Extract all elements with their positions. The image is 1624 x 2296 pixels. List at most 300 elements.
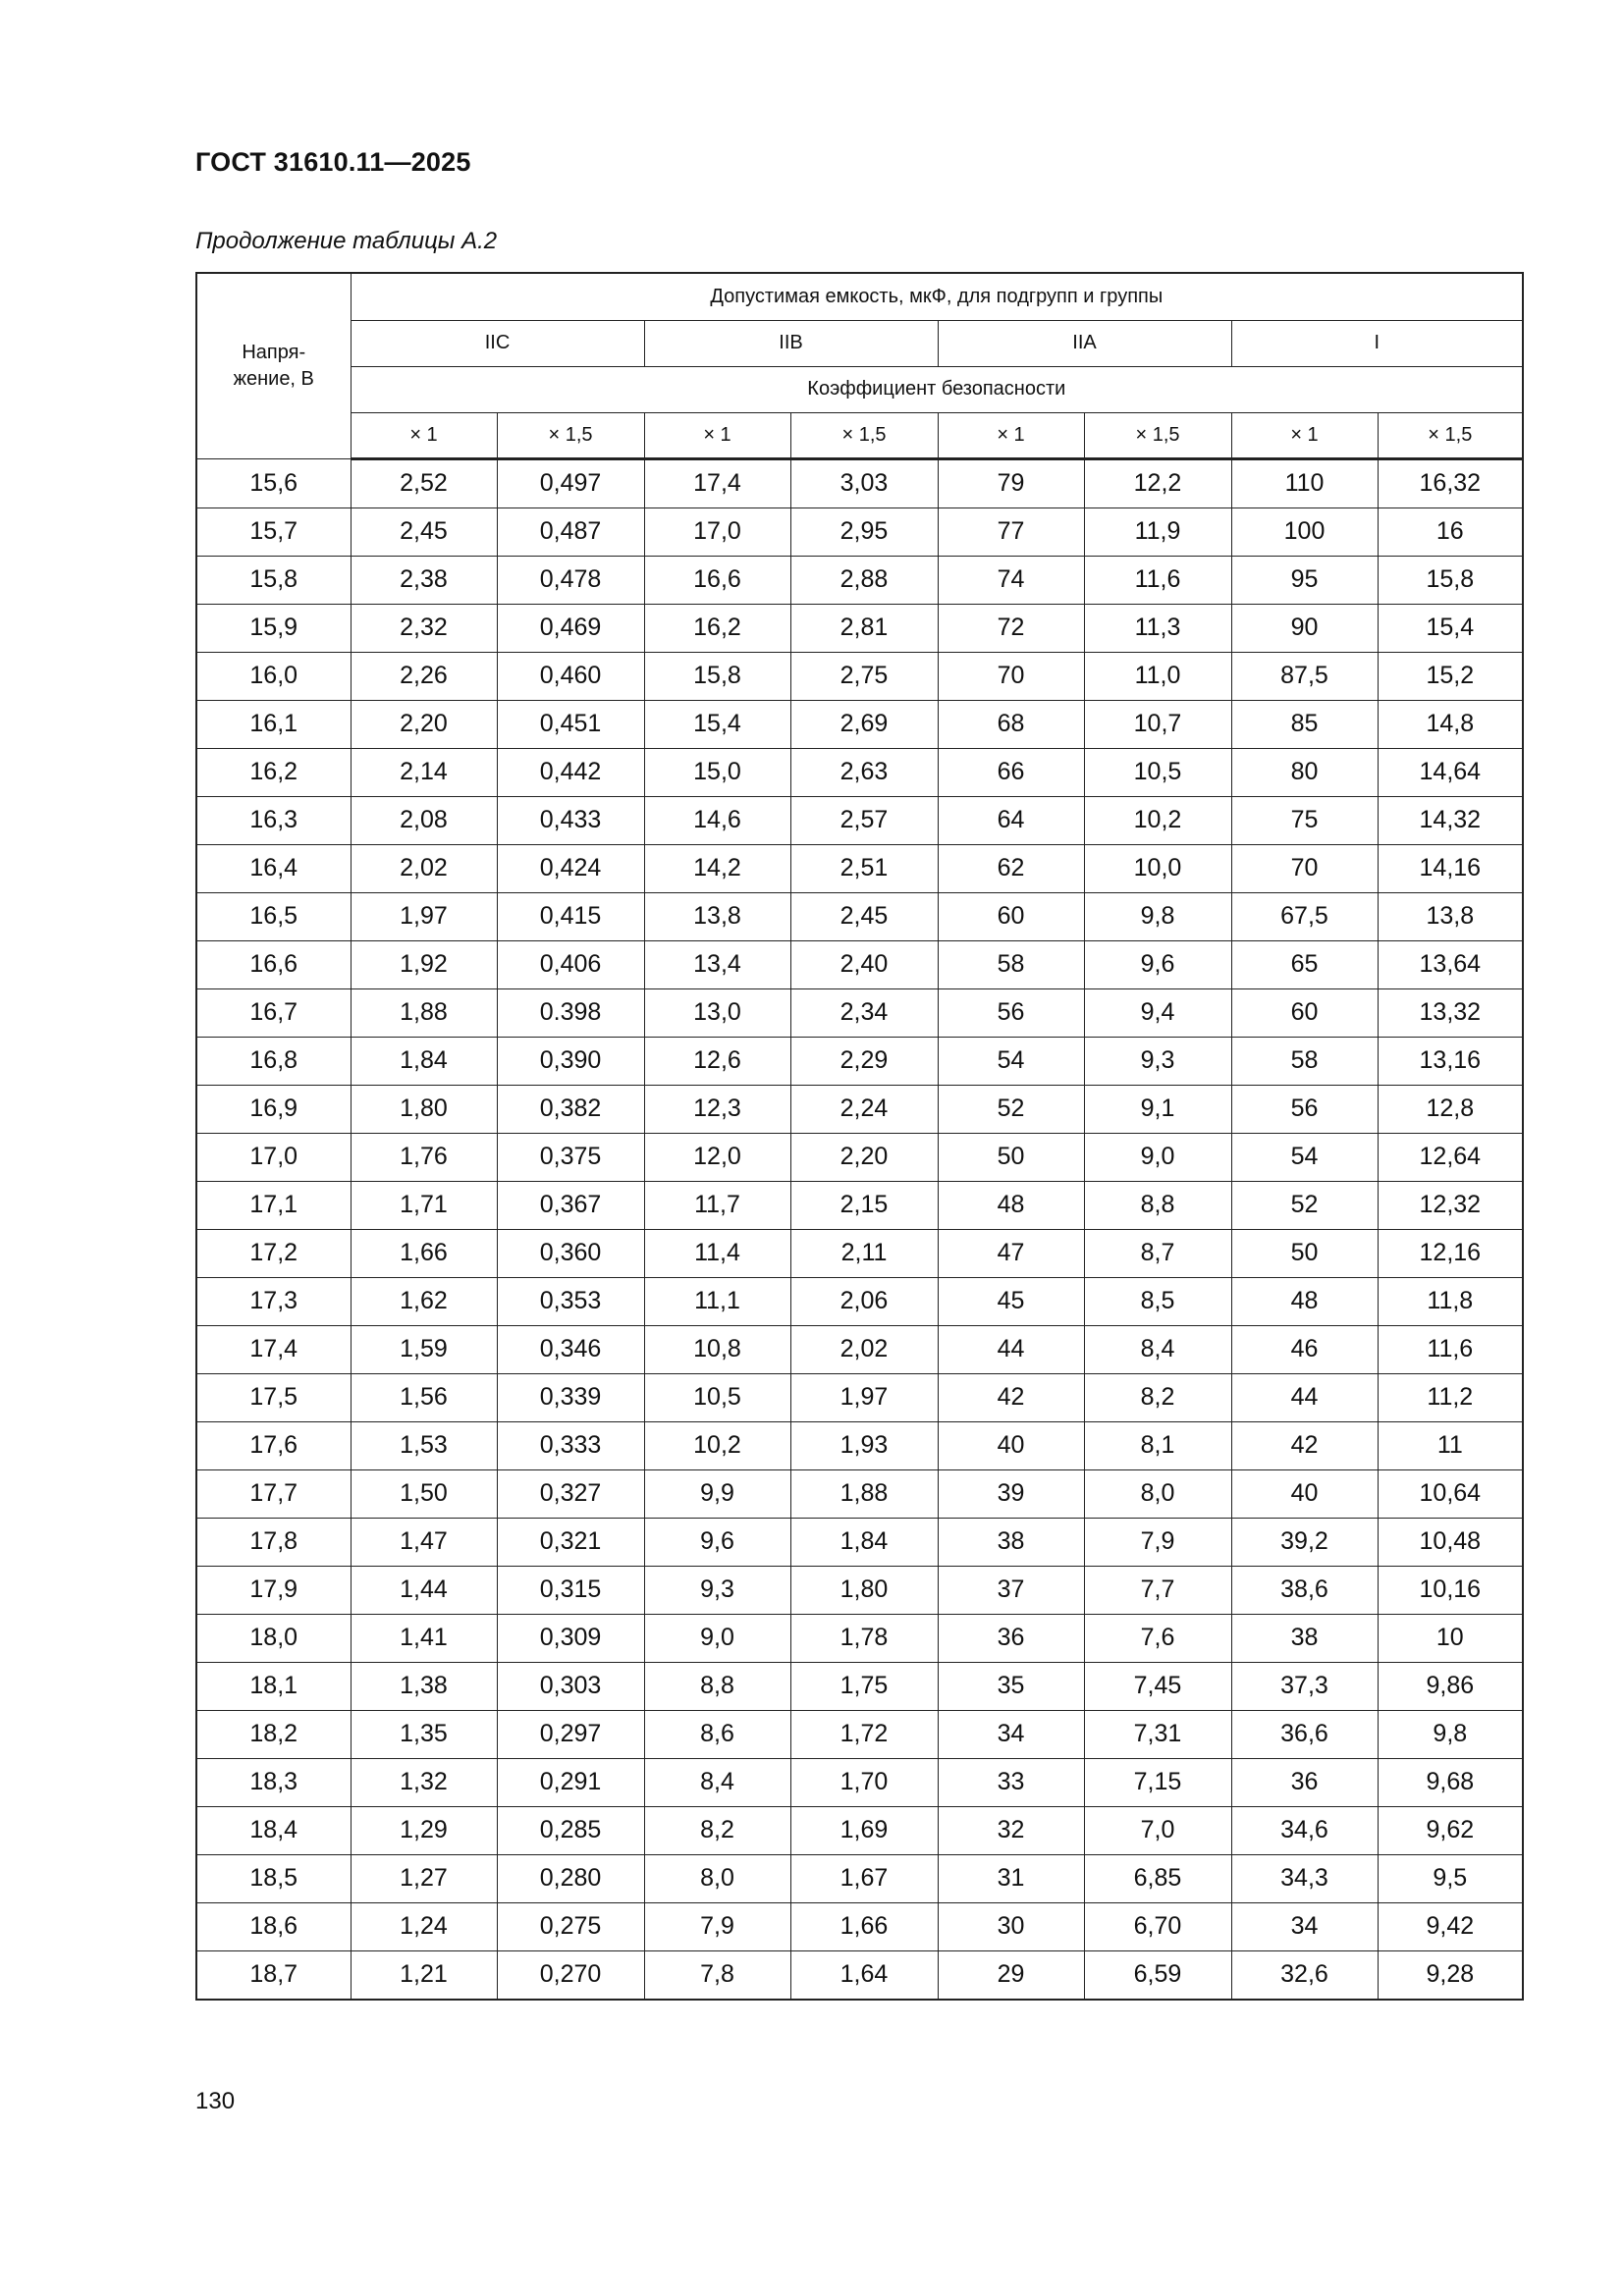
capacitance-cell: 10,16 — [1378, 1566, 1523, 1614]
capacitance-cell: 8,2 — [644, 1806, 790, 1854]
capacitance-cell: 1,72 — [790, 1710, 938, 1758]
capacitance-cell: 9,6 — [1084, 940, 1231, 988]
capacitance-cell: 11,3 — [1084, 604, 1231, 652]
capacitance-cell: 2,40 — [790, 940, 938, 988]
capacitance-cell: 12,64 — [1378, 1133, 1523, 1181]
capacitance-cell: 31 — [938, 1854, 1084, 1902]
capacitance-cell: 2,51 — [790, 844, 938, 892]
capacitance-cell: 48 — [938, 1181, 1084, 1229]
capacitance-cell: 0,424 — [497, 844, 644, 892]
capacitance-cell: 14,6 — [644, 796, 790, 844]
voltage-cell: 17,8 — [196, 1518, 351, 1566]
capacitance-cell: 0,275 — [497, 1902, 644, 1950]
capacitance-cell: 0,333 — [497, 1421, 644, 1469]
capacitance-cell: 8,8 — [1084, 1181, 1231, 1229]
capacitance-cell: 7,15 — [1084, 1758, 1231, 1806]
capacitance-cell: 2,11 — [790, 1229, 938, 1277]
document-header: ГОСТ 31610.11—2025 — [195, 147, 471, 177]
voltage-cell: 17,2 — [196, 1229, 351, 1277]
capacitance-cell: 2,08 — [351, 796, 497, 844]
capacitance-cell: 29 — [938, 1950, 1084, 2000]
capacitance-cell: 9,8 — [1378, 1710, 1523, 1758]
table-row — [196, 1085, 1523, 1133]
capacitance-cell: 13,8 — [644, 892, 790, 940]
capacitance-cell: 40 — [1231, 1469, 1378, 1518]
coefficient-row — [196, 412, 1523, 458]
table-row — [196, 1229, 1523, 1277]
capacitance-cell: 1,67 — [790, 1854, 938, 1902]
table-row — [196, 1806, 1523, 1854]
coefficient-cell: × 1 — [938, 412, 1084, 458]
capacitance-cell: 15,8 — [1378, 556, 1523, 604]
capacitance-cell: 87,5 — [1231, 652, 1378, 700]
capacitance-cell: 16,32 — [1378, 458, 1523, 507]
capacitance-cell: 35 — [938, 1662, 1084, 1710]
page-number: 130 — [195, 2088, 236, 2114]
capacitance-cell: 1,76 — [351, 1133, 497, 1181]
capacitance-cell: 16 — [1378, 507, 1523, 556]
capacitance-cell: 40 — [938, 1421, 1084, 1469]
capacitance-cell: 44 — [938, 1325, 1084, 1373]
table-row — [196, 1854, 1523, 1902]
voltage-cell: 17,6 — [196, 1421, 351, 1469]
table-body — [196, 458, 1523, 2000]
capacitance-cell: 13,0 — [644, 988, 790, 1037]
capacitance-cell: 15,4 — [1378, 604, 1523, 652]
capacitance-cell: 9,6 — [644, 1518, 790, 1566]
capacitance-cell: 0,375 — [497, 1133, 644, 1181]
capacitance-cell: 58 — [1231, 1037, 1378, 1085]
table-row — [196, 1181, 1523, 1229]
capacitance-cell: 15,0 — [644, 748, 790, 796]
capacitance-cell: 70 — [1231, 844, 1378, 892]
capacitance-cell: 13,32 — [1378, 988, 1523, 1037]
capacitance-cell: 34,3 — [1231, 1854, 1378, 1902]
voltage-cell: 17,1 — [196, 1181, 351, 1229]
capacitance-cell: 14,32 — [1378, 796, 1523, 844]
capacitance-cell: 10,2 — [1084, 796, 1231, 844]
capacitance-cell: 85 — [1231, 700, 1378, 748]
capacitance-cell: 2,45 — [790, 892, 938, 940]
voltage-cell: 18,2 — [196, 1710, 351, 1758]
table-row — [196, 556, 1523, 604]
capacitance-cell: 54 — [938, 1037, 1084, 1085]
capacitance-cell: 1,97 — [351, 892, 497, 940]
capacitance-cell: 10,0 — [1084, 844, 1231, 892]
capacitance-cell: 10,8 — [644, 1325, 790, 1373]
capacitance-cell: 0,478 — [497, 556, 644, 604]
voltage-cell: 16,1 — [196, 700, 351, 748]
capacitance-cell: 1,69 — [790, 1806, 938, 1854]
coefficient-cell: × 1,5 — [497, 412, 644, 458]
capacitance-header: Допустимая емкость, мкФ, для подгрупп и группы — [351, 273, 1523, 320]
capacitance-cell: 0,442 — [497, 748, 644, 796]
capacitance-cell: 0,382 — [497, 1085, 644, 1133]
capacitance-cell: 13,16 — [1378, 1037, 1523, 1085]
capacitance-cell: 0,433 — [497, 796, 644, 844]
voltage-cell: 15,8 — [196, 556, 351, 604]
capacitance-cell: 100 — [1231, 507, 1378, 556]
capacitance-cell: 60 — [938, 892, 1084, 940]
capacitance-cell: 0,291 — [497, 1758, 644, 1806]
voltage-cell: 15,7 — [196, 507, 351, 556]
capacitance-cell: 2,88 — [790, 556, 938, 604]
capacitance-cell: 14,8 — [1378, 700, 1523, 748]
voltage-cell: 16,8 — [196, 1037, 351, 1085]
group-header-i: I — [1231, 320, 1523, 366]
capacitance-cell: 1,75 — [790, 1662, 938, 1710]
capacitance-cell: 1,27 — [351, 1854, 497, 1902]
capacitance-cell: 0,390 — [497, 1037, 644, 1085]
capacitance-cell: 79 — [938, 458, 1084, 507]
voltage-cell: 17,7 — [196, 1469, 351, 1518]
table-caption: Продолжение таблицы А.2 — [195, 228, 498, 254]
capacitance-cell: 11,0 — [1084, 652, 1231, 700]
capacitance-cell: 14,16 — [1378, 844, 1523, 892]
capacitance-cell: 36 — [938, 1614, 1084, 1662]
capacitance-cell: 47 — [938, 1229, 1084, 1277]
capacitance-cell: 1,71 — [351, 1181, 497, 1229]
capacitance-cell: 13,4 — [644, 940, 790, 988]
capacitance-cell: 11,8 — [1378, 1277, 1523, 1325]
capacitance-cell: 36,6 — [1231, 1710, 1378, 1758]
capacitance-cell: 16,2 — [644, 604, 790, 652]
capacitance-cell: 68 — [938, 700, 1084, 748]
capacitance-cell: 0,406 — [497, 940, 644, 988]
capacitance-cell: 2,20 — [351, 700, 497, 748]
capacitance-cell: 48 — [1231, 1277, 1378, 1325]
capacitance-cell: 75 — [1231, 796, 1378, 844]
capacitance-cell: 8,0 — [644, 1854, 790, 1902]
capacitance-cell: 8,8 — [644, 1662, 790, 1710]
table-row — [196, 458, 1523, 507]
capacitance-cell: 1,80 — [351, 1085, 497, 1133]
capacitance-cell: 8,1 — [1084, 1421, 1231, 1469]
voltage-cell: 17,4 — [196, 1325, 351, 1373]
capacitance-cell: 15,4 — [644, 700, 790, 748]
capacitance-cell: 6,59 — [1084, 1950, 1231, 2000]
voltage-cell: 16,7 — [196, 988, 351, 1037]
capacitance-cell: 15,2 — [1378, 652, 1523, 700]
table-row — [196, 988, 1523, 1037]
voltage-cell: 18,1 — [196, 1662, 351, 1710]
capacitance-cell: 0,315 — [497, 1566, 644, 1614]
table-row — [196, 1373, 1523, 1421]
capacitance-cell: 7,0 — [1084, 1806, 1231, 1854]
capacitance-cell: 2,95 — [790, 507, 938, 556]
capacitance-cell: 64 — [938, 796, 1084, 844]
table-row — [196, 1518, 1523, 1566]
capacitance-cell: 9,8 — [1084, 892, 1231, 940]
capacitance-cell: 0,280 — [497, 1854, 644, 1902]
capacitance-cell: 1,56 — [351, 1373, 497, 1421]
capacitance-cell: 13,64 — [1378, 940, 1523, 988]
voltage-cell: 18,7 — [196, 1950, 351, 2000]
capacitance-cell: 0,497 — [497, 458, 644, 507]
capacitance-cell: 32 — [938, 1806, 1084, 1854]
capacitance-cell: 30 — [938, 1902, 1084, 1950]
capacitance-cell: 1,88 — [790, 1469, 938, 1518]
capacitance-cell: 10,64 — [1378, 1469, 1523, 1518]
capacitance-cell: 0,327 — [497, 1469, 644, 1518]
table-row — [196, 1758, 1523, 1806]
capacitance-cell: 38,6 — [1231, 1566, 1378, 1614]
capacitance-cell: 37,3 — [1231, 1662, 1378, 1710]
capacitance-cell: 0,309 — [497, 1614, 644, 1662]
table-row — [196, 1325, 1523, 1373]
voltage-cell: 17,5 — [196, 1373, 351, 1421]
table-row — [196, 1469, 1523, 1518]
capacitance-cell: 80 — [1231, 748, 1378, 796]
voltage-header-text: Напря- жение, В — [233, 341, 314, 390]
table-row — [196, 1037, 1523, 1085]
capacitance-cell: 12,0 — [644, 1133, 790, 1181]
capacitance-cell: 10,5 — [644, 1373, 790, 1421]
capacitance-cell: 1,38 — [351, 1662, 497, 1710]
capacitance-cell: 1,44 — [351, 1566, 497, 1614]
capacitance-cell: 1,78 — [790, 1614, 938, 1662]
capacitance-cell: 0,360 — [497, 1229, 644, 1277]
capacitance-cell: 1,64 — [790, 1950, 938, 2000]
capacitance-cell: 10,2 — [644, 1421, 790, 1469]
coefficient-cell: × 1,5 — [1084, 412, 1231, 458]
capacitance-cell: 9,42 — [1378, 1902, 1523, 1950]
capacitance-cell: 1,24 — [351, 1902, 497, 1950]
voltage-cell: 16,3 — [196, 796, 351, 844]
capacitance-cell: 34,6 — [1231, 1806, 1378, 1854]
capacitance-cell: 8,0 — [1084, 1469, 1231, 1518]
capacitance-cell: 0,460 — [497, 652, 644, 700]
capacitance-cell: 6,85 — [1084, 1854, 1231, 1902]
voltage-column-header — [196, 273, 351, 458]
capacitance-cell: 17,0 — [644, 507, 790, 556]
table-row — [196, 844, 1523, 892]
capacitance-cell: 1,84 — [790, 1518, 938, 1566]
capacitance-cell: 8,4 — [644, 1758, 790, 1806]
capacitance-cell: 52 — [1231, 1181, 1378, 1229]
capacitance-cell: 2,57 — [790, 796, 938, 844]
capacitance-cell: 12,6 — [644, 1037, 790, 1085]
capacitance-cell: 0,451 — [497, 700, 644, 748]
capacitance-cell: 1,50 — [351, 1469, 497, 1518]
capacitance-cell: 9,0 — [1084, 1133, 1231, 1181]
capacitance-cell: 11,6 — [1378, 1325, 1523, 1373]
capacitance-cell: 0,297 — [497, 1710, 644, 1758]
capacitance-cell: 6,70 — [1084, 1902, 1231, 1950]
capacitance-cell: 12,8 — [1378, 1085, 1523, 1133]
table-row — [196, 796, 1523, 844]
table-row — [196, 1133, 1523, 1181]
table-row — [196, 892, 1523, 940]
capacitance-cell: 11,1 — [644, 1277, 790, 1325]
capacitance-cell: 1,21 — [351, 1950, 497, 2000]
capacitance-cell: 90 — [1231, 604, 1378, 652]
capacitance-cell: 0.398 — [497, 988, 644, 1037]
capacitance-cell: 12,2 — [1084, 458, 1231, 507]
table-row — [196, 652, 1523, 700]
capacitance-cell: 1,97 — [790, 1373, 938, 1421]
capacitance-cell: 9,5 — [1378, 1854, 1523, 1902]
coefficient-cell: × 1 — [351, 412, 497, 458]
group-header-iic: IIC — [351, 320, 644, 366]
capacitance-cell: 8,2 — [1084, 1373, 1231, 1421]
voltage-cell: 18,3 — [196, 1758, 351, 1806]
capacitance-cell: 33 — [938, 1758, 1084, 1806]
capacitance-cell: 36 — [1231, 1758, 1378, 1806]
voltage-cell: 18,6 — [196, 1902, 351, 1950]
capacitance-cell: 11,4 — [644, 1229, 790, 1277]
capacitance-cell: 1,59 — [351, 1325, 497, 1373]
capacitance-cell: 1,92 — [351, 940, 497, 988]
capacitance-cell: 38 — [938, 1518, 1084, 1566]
table-row — [196, 940, 1523, 988]
table-row — [196, 1421, 1523, 1469]
capacitance-cell: 0,469 — [497, 604, 644, 652]
voltage-cell: 16,6 — [196, 940, 351, 988]
voltage-cell: 16,5 — [196, 892, 351, 940]
capacitance-cell: 34 — [938, 1710, 1084, 1758]
capacitance-cell: 32,6 — [1231, 1950, 1378, 2000]
group-header-iib: IIB — [644, 320, 938, 366]
voltage-cell: 15,6 — [196, 458, 351, 507]
capacitance-cell: 1,66 — [351, 1229, 497, 1277]
capacitance-cell: 67,5 — [1231, 892, 1378, 940]
capacitance-cell: 16,6 — [644, 556, 790, 604]
capacitance-cell: 2,14 — [351, 748, 497, 796]
capacitance-cell: 15,8 — [644, 652, 790, 700]
capacitance-cell: 9,62 — [1378, 1806, 1523, 1854]
capacitance-cell: 2,29 — [790, 1037, 938, 1085]
voltage-cell: 17,9 — [196, 1566, 351, 1614]
table-row — [196, 1710, 1523, 1758]
capacitance-cell: 0,415 — [497, 892, 644, 940]
capacitance-cell: 8,4 — [1084, 1325, 1231, 1373]
voltage-cell: 18,0 — [196, 1614, 351, 1662]
capacitance-cell: 1,47 — [351, 1518, 497, 1566]
capacitance-cell: 17,4 — [644, 458, 790, 507]
capacitance-cell: 2,20 — [790, 1133, 938, 1181]
capacitance-cell: 11,7 — [644, 1181, 790, 1229]
capacitance-cell: 2,34 — [790, 988, 938, 1037]
capacitance-cell: 9,86 — [1378, 1662, 1523, 1710]
capacitance-cell: 2,06 — [790, 1277, 938, 1325]
capacitance-cell: 65 — [1231, 940, 1378, 988]
capacitance-cell: 8,7 — [1084, 1229, 1231, 1277]
capacitance-cell: 2,81 — [790, 604, 938, 652]
coefficient-cell: × 1,5 — [790, 412, 938, 458]
capacitance-cell: 0,367 — [497, 1181, 644, 1229]
capacitance-cell: 7,31 — [1084, 1710, 1231, 1758]
capacitance-cell: 0,346 — [497, 1325, 644, 1373]
table-row — [196, 1662, 1523, 1710]
capacitance-cell: 45 — [938, 1277, 1084, 1325]
capacitance-cell: 0,285 — [497, 1806, 644, 1854]
capacitance-cell: 1,32 — [351, 1758, 497, 1806]
capacitance-cell: 12,3 — [644, 1085, 790, 1133]
capacitance-cell: 7,7 — [1084, 1566, 1231, 1614]
capacitance-cell: 0,353 — [497, 1277, 644, 1325]
capacitance-cell: 7,8 — [644, 1950, 790, 2000]
capacitance-cell: 0,321 — [497, 1518, 644, 1566]
capacitance-cell: 12,16 — [1378, 1229, 1523, 1277]
capacitance-cell: 2,45 — [351, 507, 497, 556]
table-row — [196, 604, 1523, 652]
table-row — [196, 1614, 1523, 1662]
capacitance-cell: 9,28 — [1378, 1950, 1523, 2000]
table-row — [196, 1566, 1523, 1614]
capacitance-cell: 72 — [938, 604, 1084, 652]
capacitance-cell: 11,2 — [1378, 1373, 1523, 1421]
capacitance-cell: 2,69 — [790, 700, 938, 748]
capacitance-cell: 42 — [938, 1373, 1084, 1421]
voltage-cell: 16,2 — [196, 748, 351, 796]
capacitance-cell: 1,66 — [790, 1902, 938, 1950]
voltage-cell: 17,3 — [196, 1277, 351, 1325]
capacitance-cell: 2,63 — [790, 748, 938, 796]
capacitance-cell: 44 — [1231, 1373, 1378, 1421]
capacitance-cell: 2,32 — [351, 604, 497, 652]
capacitance-cell: 58 — [938, 940, 1084, 988]
voltage-cell: 16,0 — [196, 652, 351, 700]
capacitance-cell: 2,26 — [351, 652, 497, 700]
capacitance-cell: 56 — [938, 988, 1084, 1037]
group-header-iia: IIA — [938, 320, 1231, 366]
capacitance-cell: 0,339 — [497, 1373, 644, 1421]
capacitance-cell: 0,270 — [497, 1950, 644, 2000]
capacitance-cell: 1,88 — [351, 988, 497, 1037]
capacitance-cell: 13,8 — [1378, 892, 1523, 940]
voltage-cell: 18,4 — [196, 1806, 351, 1854]
capacitance-cell: 2,02 — [790, 1325, 938, 1373]
coefficient-cell: × 1 — [644, 412, 790, 458]
capacitance-cell: 9,4 — [1084, 988, 1231, 1037]
capacitance-cell: 110 — [1231, 458, 1378, 507]
capacitance-cell: 9,3 — [644, 1566, 790, 1614]
table-row — [196, 1277, 1523, 1325]
capacitance-cell: 2,02 — [351, 844, 497, 892]
voltage-cell: 15,9 — [196, 604, 351, 652]
capacitance-cell: 1,41 — [351, 1614, 497, 1662]
capacitance-cell: 7,45 — [1084, 1662, 1231, 1710]
capacitance-cell: 12,32 — [1378, 1181, 1523, 1229]
capacitance-cell: 34 — [1231, 1902, 1378, 1950]
capacitance-cell: 77 — [938, 507, 1084, 556]
capacitance-cell: 37 — [938, 1566, 1084, 1614]
capacitance-cell: 10,48 — [1378, 1518, 1523, 1566]
capacitance-cell: 50 — [1231, 1229, 1378, 1277]
capacitance-cell: 66 — [938, 748, 1084, 796]
table-header — [196, 273, 1523, 458]
capacitance-cell: 8,6 — [644, 1710, 790, 1758]
capacitance-cell: 1,93 — [790, 1421, 938, 1469]
voltage-cell: 18,5 — [196, 1854, 351, 1902]
capacitance-cell: 62 — [938, 844, 1084, 892]
coefficient-cell: × 1 — [1231, 412, 1378, 458]
capacitance-cell: 7,9 — [1084, 1518, 1231, 1566]
capacitance-cell: 1,62 — [351, 1277, 497, 1325]
capacitance-cell: 2,38 — [351, 556, 497, 604]
voltage-cell: 16,9 — [196, 1085, 351, 1133]
capacitance-cell: 2,24 — [790, 1085, 938, 1133]
capacitance-cell: 9,3 — [1084, 1037, 1231, 1085]
capacitance-cell: 39,2 — [1231, 1518, 1378, 1566]
capacitance-cell: 50 — [938, 1133, 1084, 1181]
capacitance-table — [195, 272, 1524, 2001]
table-row — [196, 1950, 1523, 2000]
capacitance-cell: 38 — [1231, 1614, 1378, 1662]
capacitance-cell: 11,9 — [1084, 507, 1231, 556]
capacitance-cell: 52 — [938, 1085, 1084, 1133]
